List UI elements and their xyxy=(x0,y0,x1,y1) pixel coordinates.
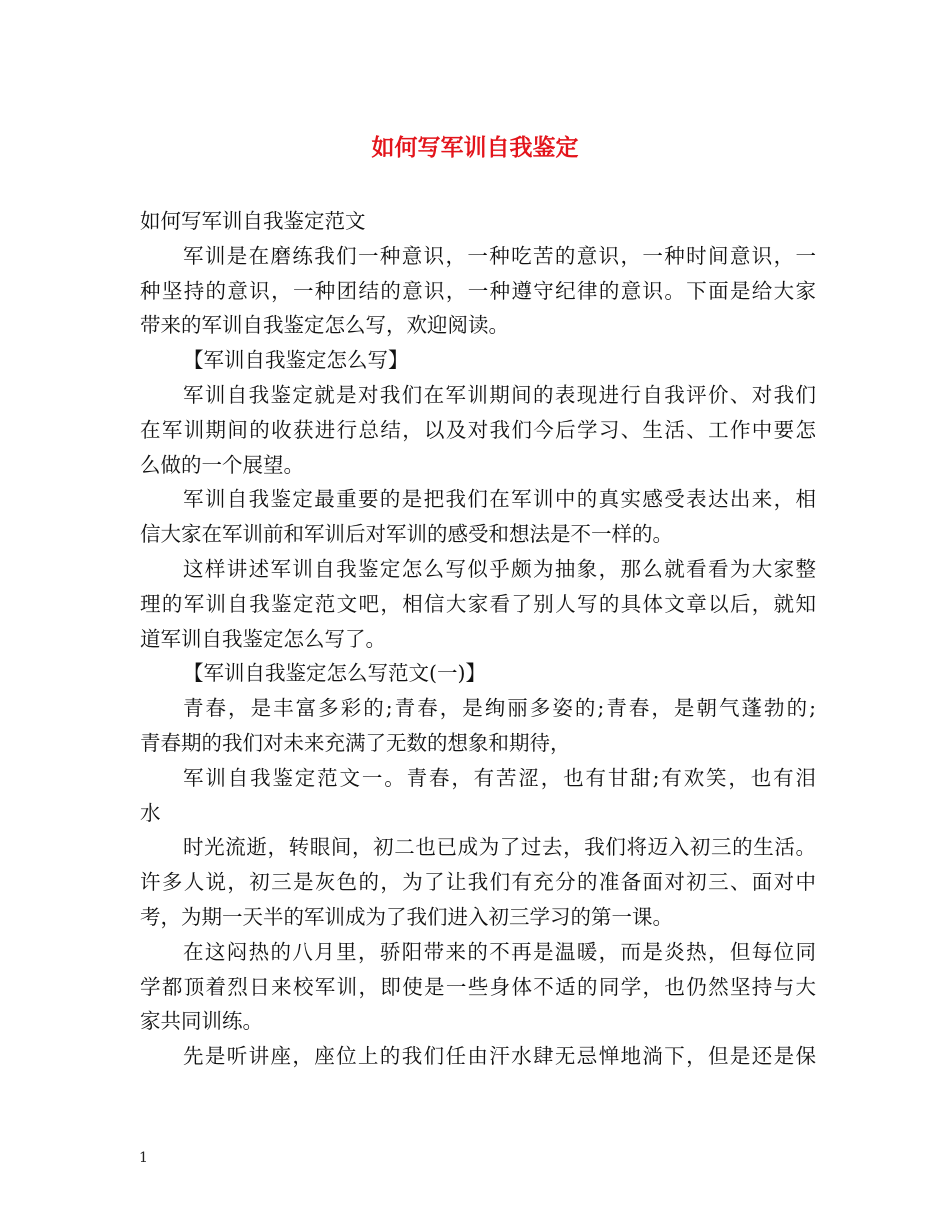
paragraph-line: 带来的军训自我鉴定怎么写，欢迎阅读。 xyxy=(140,313,509,338)
paragraph-line: 先是听讲座，座位上的我们任由汗水肆无忌惮地淌下，但是还是保 xyxy=(183,1044,816,1069)
paragraph-line: 水 xyxy=(140,800,161,825)
paragraph-line: 这样讲述军训自我鉴定怎么写似乎颇为抽象，那么就看看为大家整 xyxy=(183,556,816,581)
paragraph-line: 军训自我鉴定最重要的是把我们在军训中的真实感受表达出来，相 xyxy=(183,487,816,512)
document-subtitle: 如何写军训自我鉴定范文 xyxy=(140,209,366,233)
document-title: 如何写军训自我鉴定 xyxy=(371,134,579,161)
paragraph-line: 家共同训练。 xyxy=(140,1009,263,1034)
page-number: 1 xyxy=(139,1150,148,1166)
section-heading: 【军训自我鉴定怎么写】 xyxy=(183,348,409,373)
paragraph-line: 学都顶着烈日来校军训，即使是一些身体不适的同学，也仍然坚持与大 xyxy=(140,974,816,999)
paragraph-line: 理的军训自我鉴定范文吧，相信大家看了别人写的具体文章以后，就知 xyxy=(140,591,816,616)
paragraph-line: 么做的一个展望。 xyxy=(140,452,304,477)
paragraph-line: 种坚持的意识，一种团结的意识，一种遵守纪律的意识。下面是给大家 xyxy=(140,278,816,303)
paragraph-line: 军训是在磨练我们一种意识，一种吃苦的意识，一种时间意识，一 xyxy=(183,243,816,268)
paragraph-line: 军训自我鉴定就是对我们在军训期间的表现进行自我评价、对我们 xyxy=(183,382,816,407)
paragraph-line: 考，为期一天半的军训成为了我们进入初三学习的第一课。 xyxy=(140,904,673,929)
paragraph-line: 在这闷热的八月里，骄阳带来的不再是温暖，而是炎热，但每位同 xyxy=(183,939,816,964)
paragraph-line: 在军训期间的收获进行总结，以及对我们今后学习、生活、工作中要怎 xyxy=(140,417,816,442)
section-heading: 【军训自我鉴定怎么写范文(一)】 xyxy=(183,661,486,686)
paragraph-line: 道军训自我鉴定怎么写了。 xyxy=(140,626,386,651)
paragraph-line: 青春，是丰富多彩的;青春，是绚丽多姿的;青春，是朝气蓬勃的; xyxy=(183,696,816,721)
paragraph-line: 时光流逝，转眼间，初二也已成为了过去，我们将迈入初三的生活。 xyxy=(183,835,816,860)
paragraph-line: 军训自我鉴定范文一。青春，有苦涩，也有甘甜;有欢笑，也有泪 xyxy=(183,765,816,790)
paragraph-line: 青春期的我们对未来充满了无数的想象和期待， xyxy=(140,730,571,755)
paragraph-line: 许多人说，初三是灰色的，为了让我们有充分的准备面对初三、面对中 xyxy=(140,870,816,895)
document-body xyxy=(140,204,816,1074)
paragraph-line: 信大家在军训前和军训后对军训的感受和想法是不一样的。 xyxy=(140,522,673,547)
